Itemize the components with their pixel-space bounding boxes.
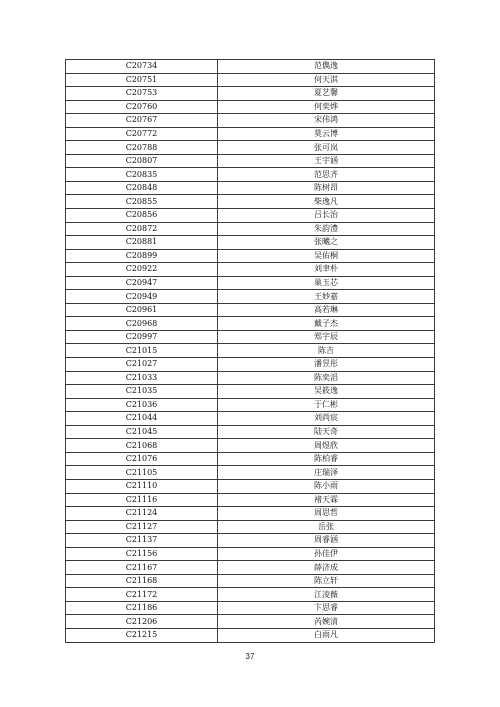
table-row <box>66 520 435 534</box>
student-id-cell: C21127 <box>66 520 218 534</box>
table-row <box>66 466 435 480</box>
student-name-cell: 巢玉芯 <box>218 276 435 290</box>
student-name-cell: 范思齐 <box>218 168 435 182</box>
student-name-cell: 芮婉清 <box>218 615 435 629</box>
student-id-cell: C20751 <box>66 73 218 87</box>
student-id-cell: C21027 <box>66 358 218 372</box>
student-id-cell: C21015 <box>66 344 218 358</box>
table-row <box>66 60 435 74</box>
student-name-cell: 张曦之 <box>218 236 435 250</box>
student-id-cell: C20968 <box>66 317 218 331</box>
table-row <box>66 317 435 331</box>
table-row <box>66 276 435 290</box>
table-row <box>66 628 435 642</box>
student-id-cell: C20881 <box>66 236 218 250</box>
table-row <box>66 209 435 223</box>
page-number: 37 <box>245 652 255 661</box>
table-row <box>66 154 435 168</box>
student-name-cell: 周思哲 <box>218 507 435 521</box>
student-id-cell: C20835 <box>66 168 218 182</box>
student-id-cell: C20961 <box>66 303 218 317</box>
table-row <box>66 588 435 602</box>
student-name-cell: 何奕烨 <box>218 100 435 114</box>
student-name-cell: 吕长治 <box>218 209 435 223</box>
student-id-cell: C21167 <box>66 561 218 575</box>
student-name-cell: 郑宇辰 <box>218 330 435 344</box>
table-row <box>66 181 435 195</box>
table-row <box>66 615 435 629</box>
table-row <box>66 195 435 209</box>
table-row <box>66 344 435 358</box>
student-name-cell: 朱韵澧 <box>218 222 435 236</box>
table-row <box>66 114 435 128</box>
student-id-cell: C20760 <box>66 100 218 114</box>
table-row <box>66 73 435 87</box>
student-id-cell: C21215 <box>66 628 218 642</box>
table-row <box>66 439 435 453</box>
student-name-cell: 高若琳 <box>218 303 435 317</box>
table-row <box>66 412 435 426</box>
student-id-cell: C20947 <box>66 276 218 290</box>
student-name-cell: 于仁彬 <box>218 398 435 412</box>
table-row <box>66 534 435 548</box>
student-id-cell: C21124 <box>66 507 218 521</box>
table-row <box>66 479 435 493</box>
student-id-cell: C20855 <box>66 195 218 209</box>
student-id-cell: C21110 <box>66 479 218 493</box>
student-name-cell: 白雨凡 <box>218 628 435 642</box>
student-id-cell: C21035 <box>66 385 218 399</box>
student-name-cell: 陈奕滔 <box>218 371 435 385</box>
student-id-cell: C20922 <box>66 263 218 277</box>
table-row <box>66 561 435 575</box>
student-name-cell: 周睿涵 <box>218 534 435 548</box>
student-id-cell: C20997 <box>66 330 218 344</box>
table-row <box>66 358 435 372</box>
student-name-cell: 刘聿朴 <box>218 263 435 277</box>
student-name-cell: 王妙嘉 <box>218 290 435 304</box>
student-roster-table <box>65 59 435 643</box>
student-id-cell: C21036 <box>66 398 218 412</box>
table-row <box>66 601 435 615</box>
student-name-cell: 褚天霖 <box>218 493 435 507</box>
student-id-cell: C20807 <box>66 154 218 168</box>
student-name-cell: 吴筱逸 <box>218 385 435 399</box>
student-id-cell: C20856 <box>66 209 218 223</box>
table-row <box>66 263 435 277</box>
student-id-cell: C21033 <box>66 371 218 385</box>
table-row <box>66 385 435 399</box>
student-id-cell: C21076 <box>66 452 218 466</box>
student-id-cell: C21116 <box>66 493 218 507</box>
student-name-cell: 宋伟鸿 <box>218 114 435 128</box>
student-id-cell: C21045 <box>66 425 218 439</box>
student-name-cell: 范儁逸 <box>218 60 435 74</box>
table-row <box>66 398 435 412</box>
table-row <box>66 425 435 439</box>
student-id-cell: C21156 <box>66 547 218 561</box>
student-id-cell: C20767 <box>66 114 218 128</box>
table-row <box>66 303 435 317</box>
student-name-cell: 孙佳伊 <box>218 547 435 561</box>
roster-table-body <box>66 60 435 643</box>
student-name-cell: 薛济成 <box>218 561 435 575</box>
student-id-cell: C21172 <box>66 588 218 602</box>
table-row <box>66 127 435 141</box>
student-name-cell: 周煜欣 <box>218 439 435 453</box>
student-id-cell: C21137 <box>66 534 218 548</box>
student-id-cell: C20753 <box>66 87 218 101</box>
student-name-cell: 戴子杰 <box>218 317 435 331</box>
student-id-cell: C21068 <box>66 439 218 453</box>
table-row <box>66 574 435 588</box>
student-name-cell: 江凌薇 <box>218 588 435 602</box>
student-id-cell: C20949 <box>66 290 218 304</box>
student-name-cell: 陈柏睿 <box>218 452 435 466</box>
table-row <box>66 330 435 344</box>
student-id-cell: C21044 <box>66 412 218 426</box>
table-row <box>66 507 435 521</box>
student-name-cell: 陆天奇 <box>218 425 435 439</box>
student-id-cell: C21105 <box>66 466 218 480</box>
student-name-cell: 陈吉 <box>218 344 435 358</box>
table-row <box>66 249 435 263</box>
student-id-cell: C21186 <box>66 601 218 615</box>
table-row <box>66 168 435 182</box>
student-id-cell: C20788 <box>66 141 218 155</box>
table-row <box>66 87 435 101</box>
student-name-cell: 张可岚 <box>218 141 435 155</box>
student-id-cell: C20872 <box>66 222 218 236</box>
table-row <box>66 452 435 466</box>
student-name-cell: 王宇涵 <box>218 154 435 168</box>
student-name-cell: 卞思睿 <box>218 601 435 615</box>
student-name-cell: 陈树昂 <box>218 181 435 195</box>
table-row <box>66 222 435 236</box>
student-name-cell: 陈立轩 <box>218 574 435 588</box>
student-id-cell: C21206 <box>66 615 218 629</box>
table-row <box>66 493 435 507</box>
student-name-cell: 庄瑞泽 <box>218 466 435 480</box>
student-id-cell: C20899 <box>66 249 218 263</box>
table-row <box>66 100 435 114</box>
student-name-cell: 何天淇 <box>218 73 435 87</box>
student-name-cell: 陈小雨 <box>218 479 435 493</box>
student-name-cell: 岳张 <box>218 520 435 534</box>
student-name-cell: 夏艺馨 <box>218 87 435 101</box>
student-name-cell: 吴佑桐 <box>218 249 435 263</box>
student-name-cell: 刘尚宸 <box>218 412 435 426</box>
table-row <box>66 141 435 155</box>
student-name-cell: 潘昱彤 <box>218 358 435 372</box>
student-name-cell: 柴逸凡 <box>218 195 435 209</box>
student-name-cell: 莫云博 <box>218 127 435 141</box>
table-row <box>66 236 435 250</box>
student-id-cell: C20848 <box>66 181 218 195</box>
table-row <box>66 290 435 304</box>
table-row <box>66 547 435 561</box>
table-row <box>66 371 435 385</box>
student-id-cell: C21168 <box>66 574 218 588</box>
student-id-cell: C20772 <box>66 127 218 141</box>
student-id-cell: C20734 <box>66 60 218 74</box>
